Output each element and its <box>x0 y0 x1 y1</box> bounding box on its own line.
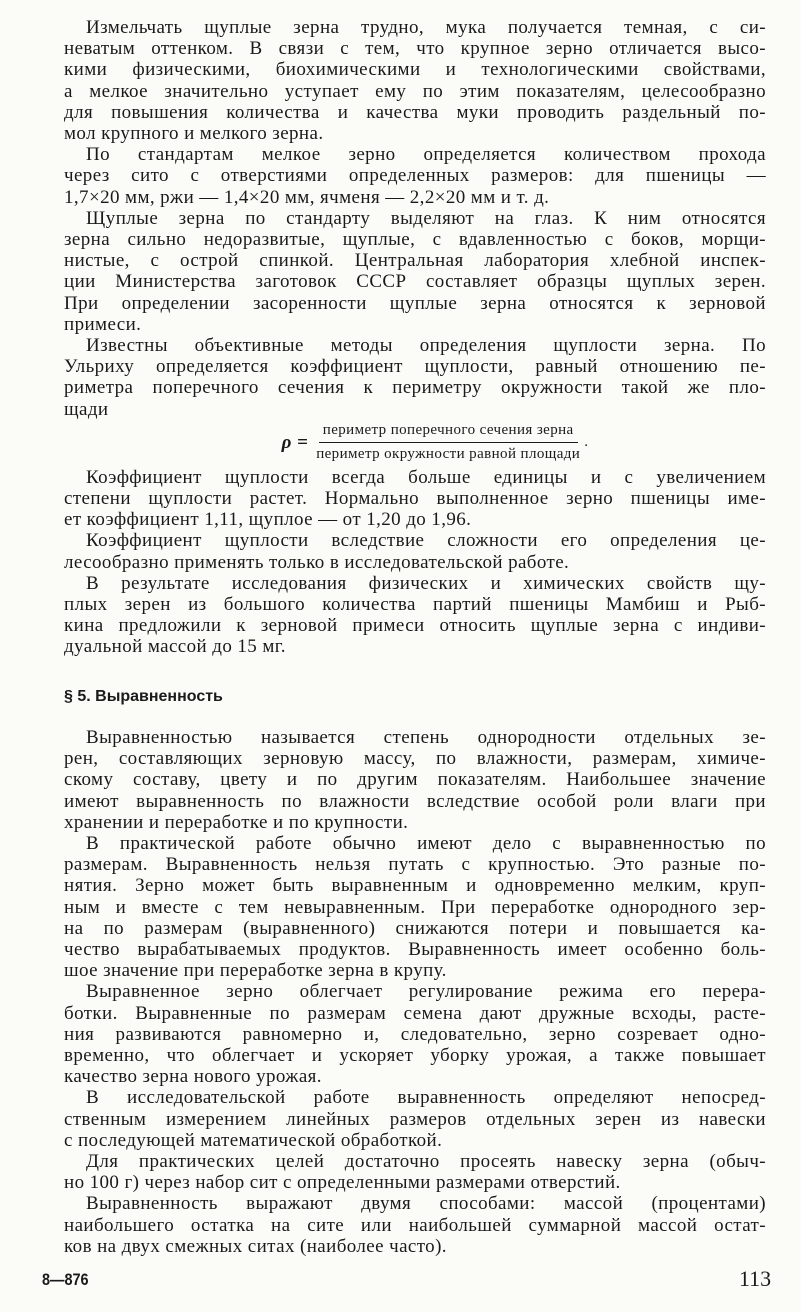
formula-numerator: периметр поперечного сечения зерна <box>319 420 578 443</box>
paragraph <box>64 727 766 833</box>
text-line: наибольшего остатка на сите или наибольшей суммарной массой остат- <box>64 1214 766 1236</box>
text-line: но 100 г) через набор сит с определенными размерами отверстий. <box>64 1172 621 1194</box>
paragraph <box>64 833 766 981</box>
text-line: а мелкое значительно уступает ему по этим показателям, целесообразно <box>64 80 766 102</box>
text-line: неватым оттенком. В связи с тем, что крупное зерно отличается высо- <box>64 38 766 60</box>
text-line: на по размерам (выравненного) снижаются потери и повышается ка- <box>64 917 766 939</box>
text-line: размерам. Выравненность нельзя путать с крупностью. Это разные по- <box>64 854 766 876</box>
text-line: плых зерен из большого количества партий пшеницы Мамбиш и Рыб- <box>64 594 766 616</box>
paragraph-group <box>64 17 766 420</box>
text-line: хранении и переработке и по крупности. <box>64 811 409 833</box>
text-line: ков на двух смежных ситах (наиболее часто). <box>64 1235 447 1257</box>
text-line: через сито с отверстиями определенных размеров: для пшеницы — <box>64 165 766 187</box>
paragraph-group <box>64 727 766 1257</box>
paragraph <box>64 573 766 658</box>
paragraph <box>64 1151 766 1193</box>
text-line: В исследовательской работе выравненность определяют непосред- <box>86 1087 766 1109</box>
text-line: ет коэффициент 1,11, щуплое — от 1,20 до 1,96. <box>64 509 472 531</box>
text-line: дуальной массой до 15 мг. <box>64 636 286 658</box>
formula <box>104 423 766 463</box>
text-block-bottom <box>64 727 766 1257</box>
text-line: нистые, с острой спинкой. Центральная лаборатория хлебной инспек- <box>64 250 766 272</box>
text-line: лесообразно применять только в исследовательской работе. <box>64 551 570 573</box>
text-line: степени щуплости растет. Нормально выполненное зерно пшеницы име- <box>64 488 766 510</box>
paragraph <box>64 981 766 1087</box>
text-line: риметра поперечного сечения к периметру окружности такой же пло- <box>64 377 766 399</box>
text-line: шое значение при переработке зерна в крупу. <box>64 960 447 982</box>
paragraph <box>64 1087 766 1151</box>
formula-symbol: ρ = <box>281 432 309 454</box>
text-line: с последующей математической обработкой. <box>64 1129 443 1151</box>
text-line: Выравненностью называется степень однородности отдельных зе- <box>86 727 766 748</box>
page-number: 113 <box>739 1266 772 1291</box>
text-line: щади <box>64 398 109 420</box>
text-line: 1,7×20 мм, ржи — 1,4×20 мм, ячменя — 2,2×20 мм и т. д. <box>64 186 550 208</box>
text-line: Ульриху определяется коэффициент щуплости, равный отношению пе- <box>64 356 766 378</box>
text-line: качество зерна нового урожая. <box>64 1066 322 1088</box>
text-line: нятия. Зерно может быть выравненным и одновременно мелким, круп- <box>64 875 766 897</box>
text-line: ственным измерением линейных размеров отдельных зерен из навески <box>64 1108 766 1130</box>
text-line: В практической работе обычно имеют дело с выравненностью по <box>86 833 766 855</box>
text-line: ботки. Выравненные по размерам семена дают дружные всходы, расте- <box>64 1002 766 1024</box>
paragraph <box>64 530 766 572</box>
paragraph <box>64 335 766 420</box>
text-line: кина предложили к зерновой примеси относить щуплые зерна с индиви- <box>64 615 766 637</box>
text-line: Измельчать щуплые зерна трудно, мука получается темная, с си- <box>86 17 766 38</box>
paragraph <box>64 17 766 144</box>
paragraph-group <box>64 467 766 658</box>
text-block-top <box>64 17 766 658</box>
text-line: имеют выравненность по влажности вследствие особой роли влаги при <box>64 790 766 812</box>
text-line: При определении засоренности щуплые зерна относятся к зерновой <box>64 292 766 314</box>
text-line: По стандартам мелкое зерно определяется количеством прохода <box>86 144 766 166</box>
text-line: примеси. <box>64 313 142 335</box>
text-line: ным и вместе с тем невыравненным. При переработке однородного зер- <box>64 896 766 918</box>
text-line: ции Министерства заготовок СССР составляет образцы щуплых зерен. <box>64 271 766 293</box>
text-line: Коэффициент щуплости всегда больше единицы и с увеличением <box>86 466 766 488</box>
formula-fraction <box>312 420 584 465</box>
paragraph <box>64 1193 766 1257</box>
text-line: рен, составляющих зерновую массу, по влажности, размерам, химиче- <box>64 748 766 770</box>
printer-signature: 8—876 <box>42 1270 89 1289</box>
text-line: скому составу, цвету и по другим показателям. Наибольшее значение <box>64 769 766 791</box>
paragraph <box>64 467 766 531</box>
formula-denominator: периметр окружности равной площади <box>316 446 581 463</box>
text-line: ния развиваются равномерно и, следовательно, зерно созревает одно- <box>64 1023 766 1045</box>
formula-end: . <box>584 434 589 451</box>
text-line: кими физическими, биохимическими и технологическими свойствами, <box>64 59 766 81</box>
text-line: Известны объективные методы определения щуплости зерна. По <box>86 335 766 357</box>
text-line: В результате исследования физических и химических свойств щу- <box>86 572 766 594</box>
text-line: Для практических целей достаточно просеять навеску зерна (обыч- <box>86 1151 766 1173</box>
paragraph <box>64 208 766 335</box>
text-line: Щуплые зерна по стандарту выделяют на глаз. К ним относятся <box>86 207 766 229</box>
section-heading: § 5. Выравненность <box>64 688 223 705</box>
text-line: Коэффициент щуплости вследствие сложности его определения це- <box>86 530 766 552</box>
text-line: временно, что облегчает и ускоряет уборку урожая, а также повышает <box>64 1045 766 1067</box>
text-line: чество вырабатываемых продуктов. Выравненность имеет особенно боль- <box>64 939 766 961</box>
text-line: зерна сильно недоразвитые, щуплые, с вдавленностью с боков, морщи- <box>64 229 766 251</box>
paragraph <box>64 144 766 208</box>
text-line: Выравненность выражают двумя способами: массой (процентами) <box>86 1193 766 1215</box>
text-line: мол крупного и мелкого зерна. <box>64 123 324 145</box>
text-line: для повышения количества и качества муки проводить раздельный по- <box>64 101 766 123</box>
text-line: Выравненное зерно облегчает регулирование режима его перера- <box>86 981 766 1003</box>
